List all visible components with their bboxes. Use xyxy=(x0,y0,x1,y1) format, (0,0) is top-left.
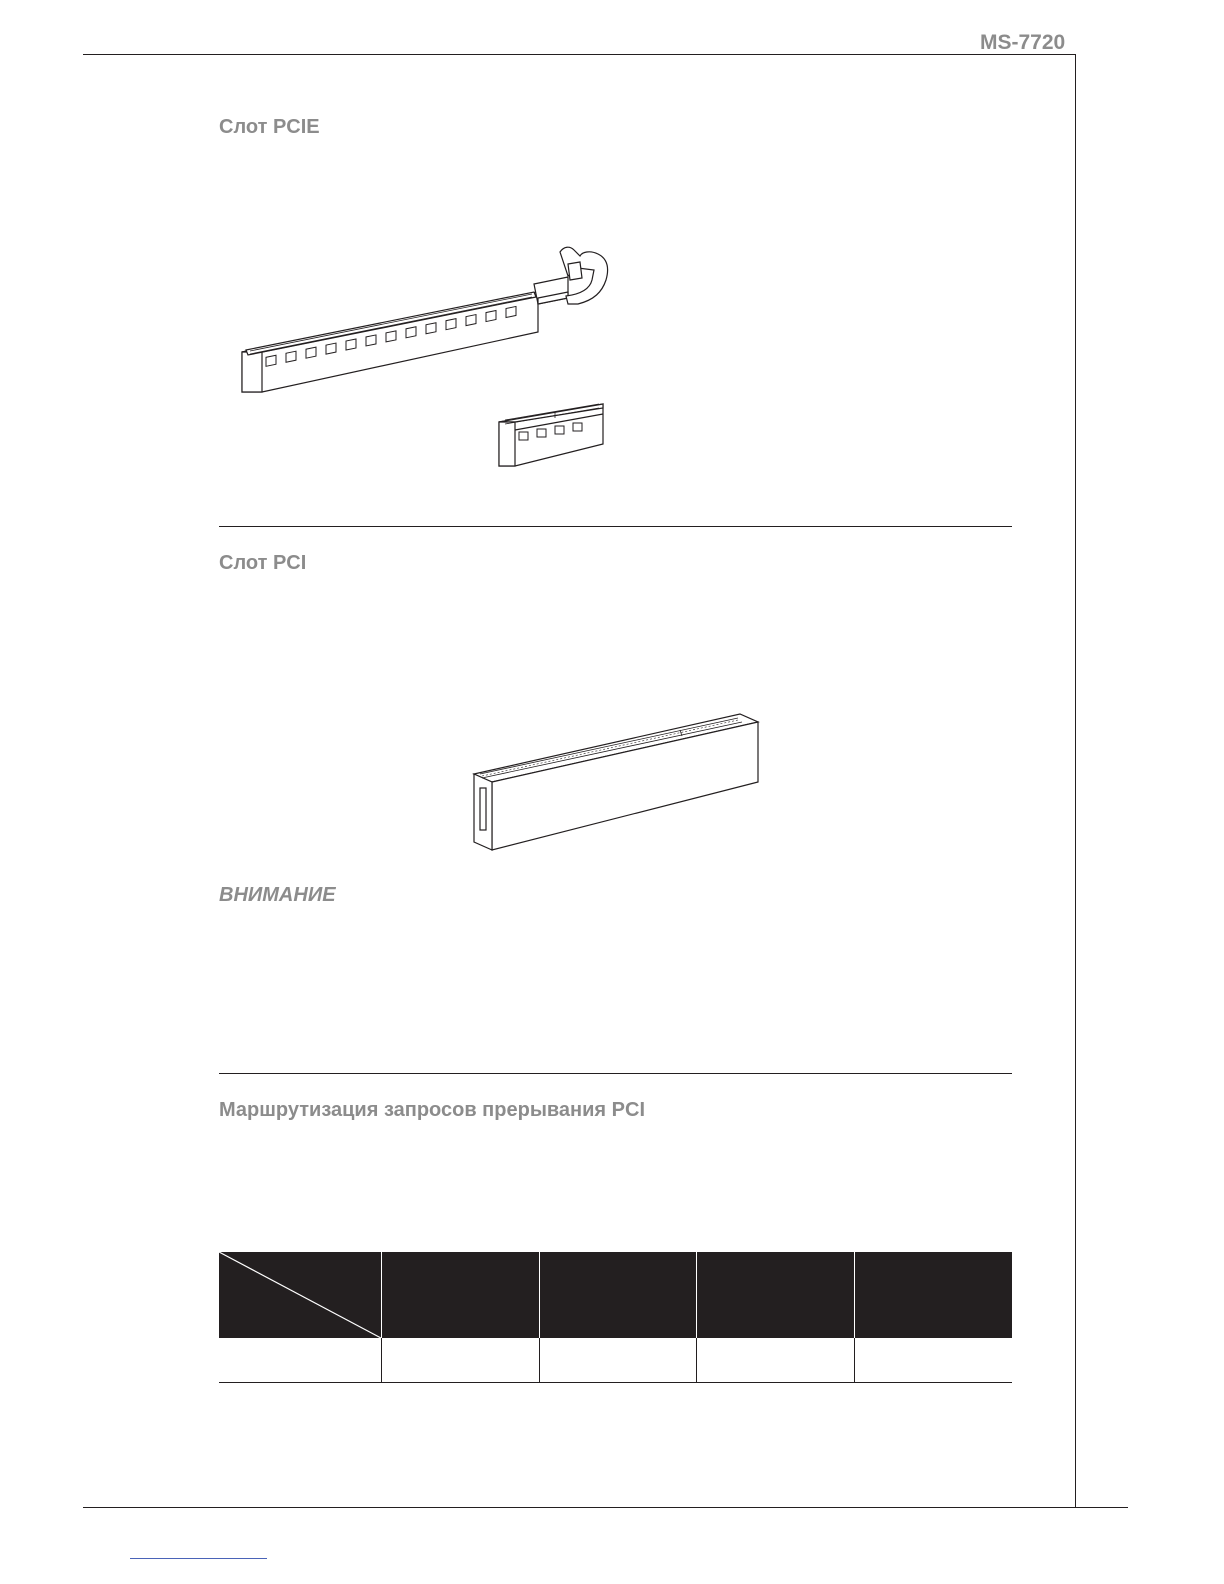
bottom-rule xyxy=(83,1507,1128,1508)
diagonal-divider-icon xyxy=(219,1252,381,1338)
section-divider xyxy=(219,1073,1012,1074)
right-margin-rule xyxy=(1075,54,1076,1507)
model-number: MS-7720 xyxy=(980,31,1066,54)
pci-slot-icon xyxy=(470,708,762,858)
table-header-cell xyxy=(854,1252,1012,1338)
table-header-row xyxy=(219,1252,1012,1338)
top-rule xyxy=(83,54,1076,55)
table-cell xyxy=(854,1338,1012,1383)
pci-section-title: Слот PCI xyxy=(219,552,307,574)
table-row xyxy=(219,1338,1012,1383)
irq-section-title: Маршрутизация запросов прерывания PCI xyxy=(219,1099,645,1121)
table-header-cell xyxy=(539,1252,697,1338)
table-cell xyxy=(219,1338,382,1383)
pcie-section-title: Слот PCIE xyxy=(219,116,320,138)
pcie-x16-slot-icon xyxy=(238,240,623,400)
table-header-cell xyxy=(382,1252,540,1338)
irq-routing-table xyxy=(219,1252,1012,1383)
table-header-cell xyxy=(697,1252,855,1338)
section-divider xyxy=(219,526,1012,527)
table-cell xyxy=(539,1338,697,1383)
pcie-x1-slot-icon xyxy=(495,400,610,472)
table-cell xyxy=(382,1338,540,1383)
footer-link-underline[interactable] xyxy=(130,1558,267,1559)
table-cell xyxy=(697,1338,855,1383)
attention-title: ВНИМАНИЕ xyxy=(219,884,336,906)
table-corner-cell xyxy=(219,1252,382,1338)
